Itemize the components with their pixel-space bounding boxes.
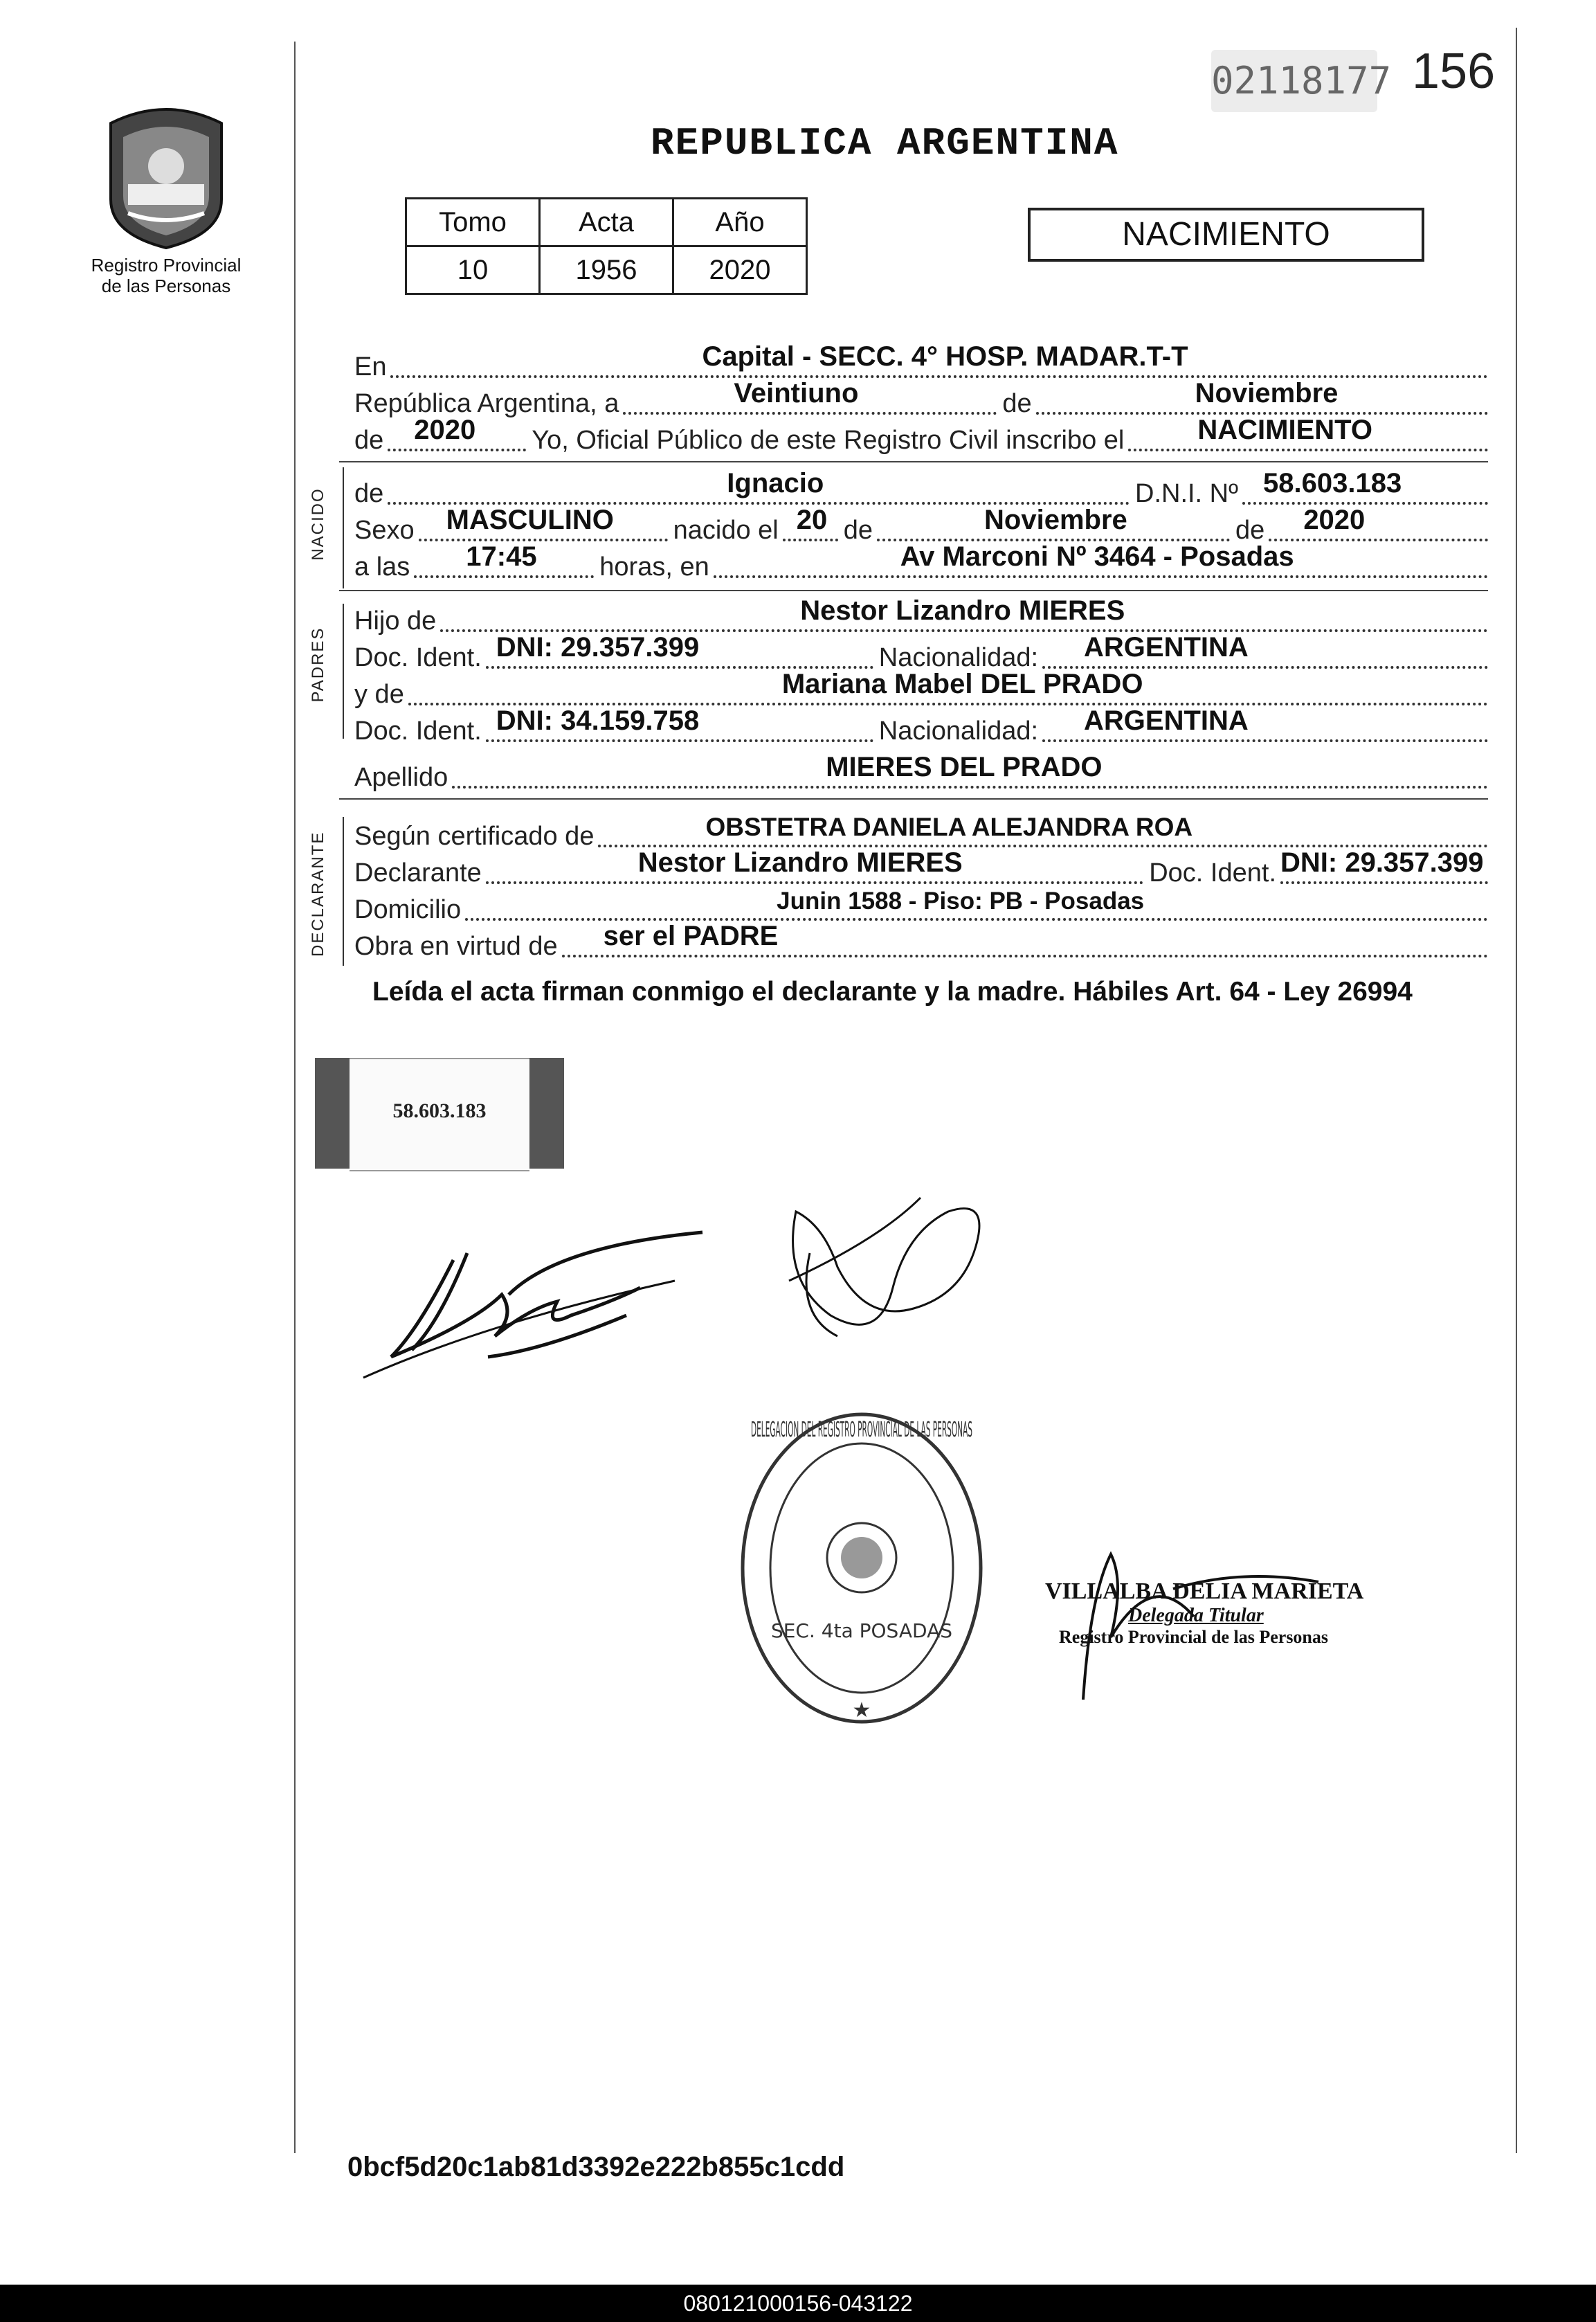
declarante-label: Declarante — [354, 858, 482, 888]
seal-inner-text: SEC. 4ta POSADAS — [770, 1619, 953, 1642]
line-declarante — [354, 847, 1488, 888]
child-dni: 58.603.183 — [1263, 468, 1402, 498]
footer-barcode-text: 080121000156-043122 — [0, 2285, 1596, 2322]
year-prefix: de — [354, 426, 384, 455]
statement-text: Yo, Oficial Público de este Registro Civil inscribo el — [532, 426, 1125, 455]
divider-3 — [339, 798, 1488, 800]
tomo-value: 10 — [406, 246, 540, 294]
official-role: Delegada Titular — [1128, 1605, 1264, 1626]
line-hora — [354, 541, 1488, 582]
acta-header: Acta — [540, 199, 673, 246]
section-nacido-label: NACIDO — [309, 487, 327, 561]
line-y-de — [354, 669, 1488, 710]
mother-nationality-label: Nacionalidad: — [878, 717, 1039, 746]
line-year — [354, 415, 1488, 456]
birth-year: 2020 — [1303, 505, 1366, 535]
sexo-label: Sexo — [354, 516, 415, 545]
nacido-de-label-2: de — [843, 516, 873, 545]
line-sexo — [354, 505, 1488, 546]
line-father-doc — [354, 632, 1488, 673]
de-label: de — [1002, 389, 1032, 418]
line-mother-doc — [354, 705, 1488, 746]
anio-header: Año — [673, 199, 807, 246]
folio-number: 156 — [1412, 44, 1496, 99]
day-words: Veintiuno — [734, 378, 859, 408]
line-hijo-de — [354, 595, 1488, 636]
obra-value: ser el PADRE — [603, 921, 779, 951]
declarante-name: Nestor Lizandro MIERES — [637, 847, 963, 878]
registry-seal — [730, 1402, 993, 1734]
birth-month: Noviembre — [984, 505, 1127, 535]
apellido-value: MIERES DEL PRADO — [826, 752, 1103, 782]
certificado-label: Según certificado de — [354, 822, 595, 851]
father-doc: DNI: 29.357.399 — [496, 632, 700, 663]
year-value: 2020 — [414, 415, 476, 445]
mother-doc-label: Doc. Ident. — [354, 717, 482, 746]
republica-label: República Argentina, a — [354, 389, 619, 418]
registry-table-values — [406, 246, 807, 294]
declarante-doc-label: Doc. Ident. — [1149, 858, 1276, 888]
seal-outer-text: DELEGACION DEL REGISTRO PROVINCIAL DE LAS PERSONAS — [751, 1418, 972, 1442]
mother-doc: DNI: 34.159.758 — [496, 705, 700, 736]
dni-stamp — [315, 1058, 564, 1169]
hijo-de-label: Hijo de — [354, 606, 437, 636]
y-de-label: y de — [354, 680, 404, 709]
birth-place: Av Marconi Nº 3464 - Posadas — [900, 541, 1294, 572]
month-value: Noviembre — [1195, 378, 1339, 408]
nacido-el-label: nacido el — [673, 516, 779, 545]
mother-nationality: ARGENTINA — [1084, 705, 1249, 736]
nacido-bracket — [343, 467, 344, 588]
a-las-label: a las — [354, 552, 410, 582]
divider-1 — [339, 461, 1488, 462]
official-name: VILLALBA DELIA MARIETA — [1045, 1578, 1364, 1604]
en-label: En — [354, 352, 387, 381]
declarante-doc: DNI: 29.357.399 — [1280, 847, 1484, 878]
serial-number: 02118177 — [1211, 50, 1377, 112]
act-type: NACIMIENTO — [1197, 415, 1372, 445]
declarant-signature — [350, 1218, 723, 1385]
sexo-value: MASCULINO — [446, 505, 614, 535]
father-doc-label: Doc. Ident. — [354, 643, 482, 672]
father-nationality: ARGENTINA — [1084, 632, 1249, 663]
en-value: Capital - SECC. 4° HOSP. MADAR.T-T — [702, 341, 1188, 372]
closing-text: Leída el acta firman conmigo el declarante y la madre. Hábiles Art. 64 - Ley 26994 — [372, 977, 1413, 1007]
declarante-bracket — [343, 817, 344, 966]
line-en — [354, 341, 1488, 382]
provincial-shield-logo — [97, 102, 235, 251]
registry-caption — [69, 255, 263, 296]
certificado-value: OBSTETRA DANIELA ALEJANDRA ROA — [705, 813, 1193, 841]
domicilio-value: Junin 1588 - Piso: PB - Posadas — [777, 888, 1145, 915]
padres-bracket — [343, 604, 344, 739]
page-title: REPUBLICA ARGENTINA — [651, 121, 1119, 165]
mother-signature — [768, 1170, 997, 1350]
registry-table — [405, 197, 808, 295]
section-padres-label: PADRES — [309, 627, 327, 703]
section-declarante-label: DECLARANTE — [309, 831, 327, 957]
line-domicilio — [354, 889, 1488, 925]
official-office: Registro Provincial de las Personas — [1059, 1627, 1329, 1647]
horas-en-label: horas, en — [599, 552, 709, 582]
dni-stamp-number: 58.603.183 — [392, 1099, 487, 1122]
father-nationality-label: Nacionalidad: — [878, 643, 1039, 672]
registry-caption-line1: Registro Provincial — [91, 255, 242, 276]
mother-name: Mariana Mabel DEL PRADO — [781, 669, 1143, 699]
dni-label: D.N.I. Nº — [1135, 479, 1238, 508]
tomo-header: Tomo — [406, 199, 540, 246]
line-obra — [354, 921, 1488, 962]
obra-label: Obra en virtud de — [354, 932, 558, 961]
left-margin-line — [294, 42, 296, 2153]
nacido-de-label: de — [354, 479, 384, 508]
line-republica — [354, 378, 1488, 419]
right-margin-line — [1516, 28, 1517, 2153]
line-apellido — [354, 752, 1488, 793]
line-nacido-name — [354, 468, 1488, 509]
birth-day: 20 — [796, 505, 828, 535]
anio-value: 2020 — [673, 246, 807, 294]
official-block — [1045, 1578, 1433, 1648]
registry-table-header — [406, 199, 807, 246]
divider-2 — [339, 590, 1488, 591]
svg-text:★: ★ — [852, 1698, 871, 1722]
father-name: Nestor Lizandro MIERES — [800, 595, 1125, 626]
domicilio-label: Domicilio — [354, 895, 462, 924]
registry-caption-line2: de las Personas — [101, 276, 231, 296]
apellido-label: Apellido — [354, 763, 448, 792]
line-certificado — [354, 813, 1488, 852]
acta-value: 1956 — [540, 246, 673, 294]
child-name: Ignacio — [727, 468, 824, 498]
document-hash: 0bcf5d20c1ab81d3392e222b855c1cdd — [347, 2152, 845, 2182]
document-type-box: NACIMIENTO — [1028, 208, 1424, 262]
birth-time: 17:45 — [466, 541, 537, 572]
nacido-de-label-3: de — [1235, 516, 1265, 545]
